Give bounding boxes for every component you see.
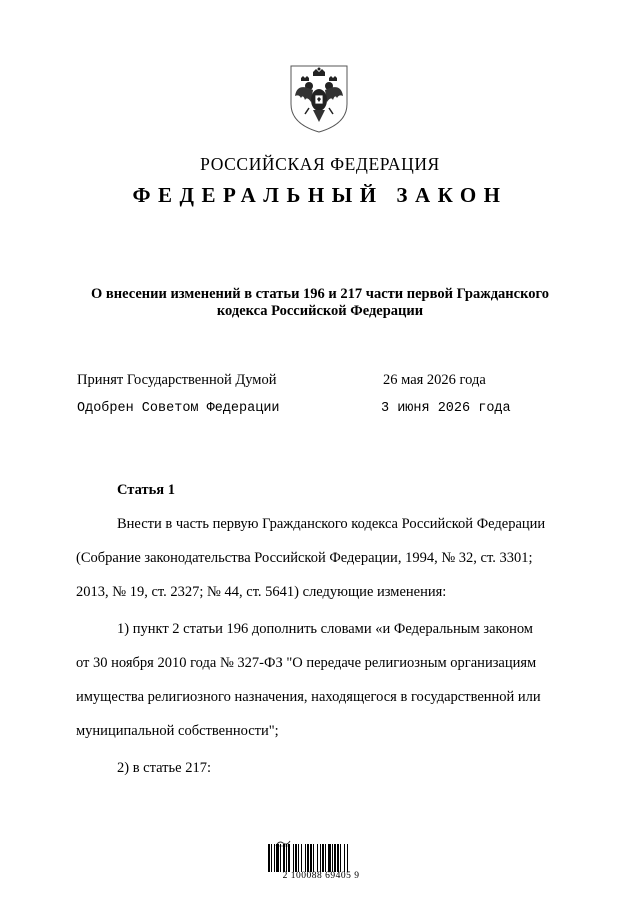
article-line-6: имущества религиозного назначения, находящегося в государственной или: [76, 689, 541, 705]
article-line-7: муниципальной собственности";: [76, 723, 279, 739]
duma-adoption-date: 26 мая 2026 года: [383, 372, 486, 388]
barcode-icon: [268, 844, 374, 872]
article-heading: Статья 1: [117, 482, 175, 498]
barcode-mark-icon: [275, 834, 291, 842]
council-approval-date: 3 июня 2026 года: [381, 401, 511, 416]
duma-adoption-label: Принят Государственной Думой: [77, 372, 277, 388]
article-line-1: Внести в часть первую Гражданского кодекса Российской Федерации: [117, 516, 546, 532]
barcode-number: 2 100088 69405 9: [282, 871, 360, 881]
law-title-line-1: О внесении изменений в статьи 196 и 217 части первой Гражданского: [91, 286, 549, 302]
law-title: [60, 286, 580, 320]
article-line-8: 2) в статье 217:: [117, 760, 211, 776]
document-barcode: [262, 834, 380, 882]
article-line-5: от 30 ноября 2010 года № 327-ФЗ "О передаче религиозным организациям: [76, 655, 537, 671]
council-approval-label: Одобрен Советом Федерации: [77, 401, 280, 416]
article-line-3: 2013, № 19, ст. 2327; № 44, ст. 5641) следующие изменения:: [76, 584, 447, 600]
article-line-4: 1) пункт 2 статьи 196 дополнить словами «и Федеральным законом: [117, 621, 533, 637]
article-line-2: (Собрание законодательства Российской Федерации, 1994, № 32, ст. 3301;: [76, 550, 533, 566]
law-title-line-2: кодекса Российской Федерации: [216, 303, 424, 319]
law-type-heading: ФЕДЕРАЛЬНЫЙ ЗАКОН: [132, 183, 508, 207]
coat-of-arms-icon: [287, 64, 351, 134]
country-name: РОССИЙСКАЯ ФЕДЕРАЦИЯ: [200, 154, 440, 174]
